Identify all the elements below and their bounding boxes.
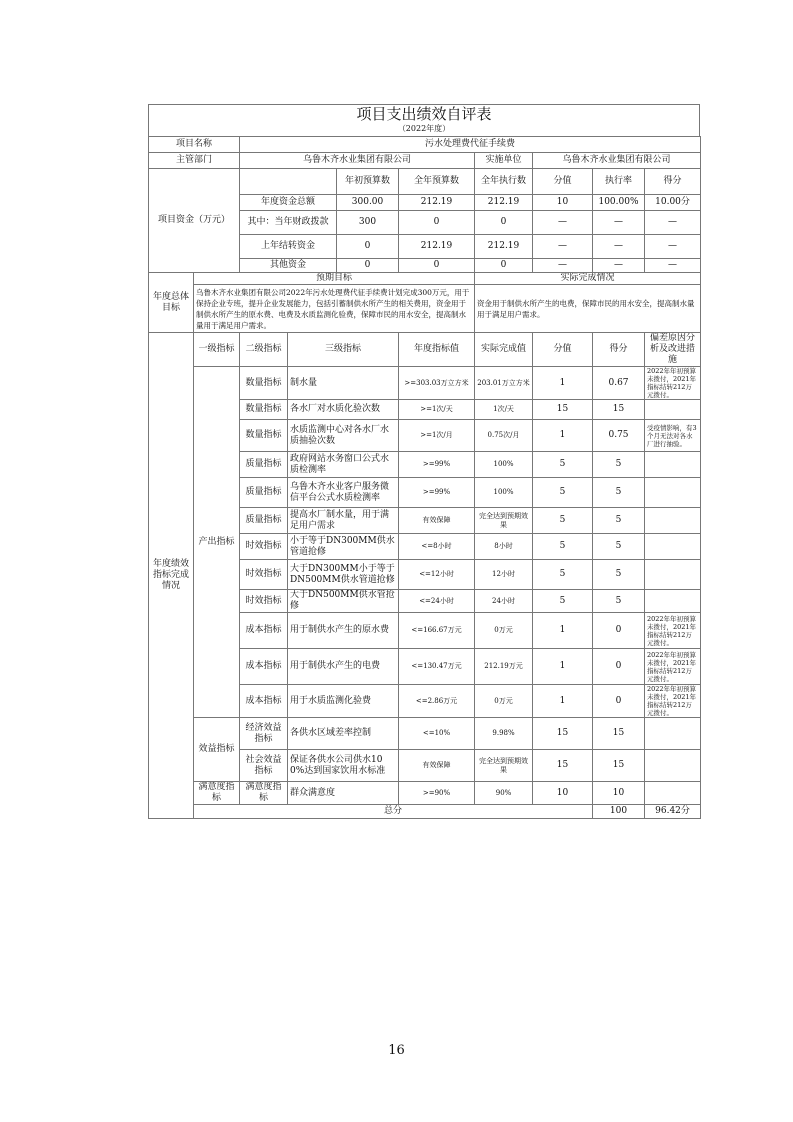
perf-benefit-label: 效益指标	[194, 718, 240, 782]
perf-reason: 2022年年初预算未拨付，2021年指标结转212万元拨付。	[645, 367, 701, 400]
perf-target: >=90%	[399, 782, 475, 805]
perf-score: 0	[593, 685, 645, 718]
perf-value: 15	[533, 718, 593, 750]
perf-l3: 大于DN300MM小于等于DN500MM供水管道抢修	[288, 560, 399, 590]
funds-row-label: 年度资金总额	[240, 195, 337, 211]
goals-actual-text: 资金用于制供水所产生的电费，保障市民的用水安全，提高制水量用于满足用户需求。	[475, 285, 701, 333]
perf-l3: 群众满意度	[288, 782, 399, 805]
perf-reason	[645, 400, 701, 420]
funds-executed: 0	[475, 211, 533, 235]
perf-target: <=8小时	[399, 534, 475, 560]
funds-initial: 300.00	[337, 195, 399, 211]
project-name-label: 项目名称	[149, 137, 240, 153]
perf-header-l3: 三级指标	[288, 333, 399, 367]
funds-row-label: 其他资金	[240, 259, 337, 273]
perf-value: 5	[533, 478, 593, 508]
perf-reason: 2022年年初预算未拨付，2021年指标结转212万元拨付。	[645, 613, 701, 649]
funds-rate: 100.00%	[593, 195, 645, 211]
perf-reason: 受疫情影响，有3个月无法对各水厂进行抽验。	[645, 420, 701, 452]
evaluation-table	[148, 136, 701, 819]
goals-content-row	[149, 285, 701, 333]
total-score: 96.42分	[645, 805, 701, 819]
perf-header-actual: 实际完成值	[475, 333, 533, 367]
perf-value: 1	[533, 649, 593, 685]
perf-reason	[645, 508, 701, 534]
perf-l2: 成本指标	[240, 685, 288, 718]
funds-score: —	[645, 211, 701, 235]
perf-l2: 质量指标	[240, 452, 288, 478]
perf-score: 5	[593, 534, 645, 560]
goals-expected-label: 预期目标	[194, 273, 475, 285]
perf-score: 5	[593, 508, 645, 534]
perf-l2: 时效指标	[240, 560, 288, 590]
perf-reason	[645, 452, 701, 478]
evaluation-sheet	[148, 104, 700, 819]
perf-target: 有效保障	[399, 750, 475, 782]
perf-l3: 保证各供水公司供水100%达到国家饮用水标准	[288, 750, 399, 782]
perf-header-l1: 一级指标	[194, 333, 240, 367]
perf-value: 15	[533, 400, 593, 420]
perf-actual: 100%	[475, 452, 533, 478]
perf-score: 5	[593, 560, 645, 590]
perf-score: 15	[593, 400, 645, 420]
perf-l2: 数量指标	[240, 367, 288, 400]
implementer-label: 实施单位	[475, 153, 533, 169]
funds-rate: —	[593, 211, 645, 235]
perf-l2: 时效指标	[240, 534, 288, 560]
perf-actual: 完全达到预期效果	[475, 508, 533, 534]
funds-initial: 0	[337, 235, 399, 259]
perf-reason: 2022年年初预算未拨付，2021年指标结转212万元拨付。	[645, 685, 701, 718]
funds-initial: 300	[337, 211, 399, 235]
funds-header-annual: 全年预算数	[399, 169, 475, 195]
perf-l3: 提高水厂制水量，用于满足用户需求	[288, 508, 399, 534]
perf-target: <=10%	[399, 718, 475, 750]
perf-l3: 各水厂对水质化验次数	[288, 400, 399, 420]
perf-actual: 100%	[475, 478, 533, 508]
perf-reason	[645, 534, 701, 560]
perf-score: 5	[593, 478, 645, 508]
perf-actual: 0万元	[475, 613, 533, 649]
perf-row	[149, 367, 701, 400]
perf-l3: 用于制供水产生的原水费	[288, 613, 399, 649]
perf-score: 0	[593, 649, 645, 685]
funds-score-value: —	[533, 259, 593, 273]
funds-score-value: —	[533, 235, 593, 259]
perf-actual: 1次/天	[475, 400, 533, 420]
perf-score: 0.67	[593, 367, 645, 400]
perf-row	[149, 782, 701, 805]
funds-rate: —	[593, 259, 645, 273]
perf-target: >=99%	[399, 478, 475, 508]
perf-target: <=2.86万元	[399, 685, 475, 718]
perf-l2: 时效指标	[240, 590, 288, 613]
funds-initial: 0	[337, 259, 399, 273]
perf-row	[149, 718, 701, 750]
funds-executed: 212.19	[475, 195, 533, 211]
perf-output-label: 产出指标	[194, 367, 240, 718]
perf-l3: 大于DN500MM供水管抢修	[288, 590, 399, 613]
funds-executed: 0	[475, 259, 533, 273]
perf-l2: 经济效益指标	[240, 718, 288, 750]
perf-actual: 90%	[475, 782, 533, 805]
funds-executed: 212.19	[475, 235, 533, 259]
perf-l2: 质量指标	[240, 508, 288, 534]
perf-header-value: 分值	[533, 333, 593, 367]
funds-score: —	[645, 235, 701, 259]
perf-value: 5	[533, 560, 593, 590]
funds-header-row	[149, 169, 701, 195]
funds-header-initial: 年初预算数	[337, 169, 399, 195]
perf-l2: 数量指标	[240, 400, 288, 420]
funds-row-label: 上年结转资金	[240, 235, 337, 259]
department-label: 主管部门	[149, 153, 240, 169]
perf-actual: 24小时	[475, 590, 533, 613]
funds-score: —	[645, 259, 701, 273]
total-label: 总分	[194, 805, 593, 819]
perf-target: >=1次/月	[399, 420, 475, 452]
funds-row-label: 其中：当年财政拨款	[240, 211, 337, 235]
department-row	[149, 153, 701, 169]
perf-value: 5	[533, 534, 593, 560]
perf-value: 5	[533, 508, 593, 534]
funds-annual: 0	[399, 259, 475, 273]
funds-score-value: 10	[533, 195, 593, 211]
perf-header-l2: 二级指标	[240, 333, 288, 367]
perf-score: 0	[593, 613, 645, 649]
project-name-value: 污水处理费代征手续费	[240, 137, 701, 153]
perf-l3: 用于制供水产生的电费	[288, 649, 399, 685]
perf-header-reason: 偏差原因分析及改进措施	[645, 333, 701, 367]
funds-header-blank	[240, 169, 337, 195]
perf-actual: 0万元	[475, 685, 533, 718]
perf-l3: 各供水区域差率控制	[288, 718, 399, 750]
perf-actual: 203.01万立方米	[475, 367, 533, 400]
perf-header-score: 得分	[593, 333, 645, 367]
perf-actual: 9.98%	[475, 718, 533, 750]
department-value: 乌鲁木齐水业集团有限公司	[240, 153, 475, 169]
perf-reason: 2022年年初预算未拨付，2021年指标结转212万元拨付。	[645, 649, 701, 685]
perf-value: 1	[533, 613, 593, 649]
perf-target: <=12小时	[399, 560, 475, 590]
funds-header-score: 得分	[645, 169, 701, 195]
funds-header-executed: 全年执行数	[475, 169, 533, 195]
funds-header-value: 分值	[533, 169, 593, 195]
perf-value: 1	[533, 685, 593, 718]
perf-value: 15	[533, 750, 593, 782]
perf-header-target: 年度指标值	[399, 333, 475, 367]
total-row	[149, 805, 701, 819]
perf-value: 5	[533, 590, 593, 613]
perf-score: 10	[593, 782, 645, 805]
perf-l3: 制水量	[288, 367, 399, 400]
perf-l3: 乌鲁木齐水业客户服务微信平台公式水质检测率	[288, 478, 399, 508]
funds-annual: 212.19	[399, 235, 475, 259]
perf-target: 有效保障	[399, 508, 475, 534]
perf-value: 10	[533, 782, 593, 805]
perf-target: <=166.67万元	[399, 613, 475, 649]
perf-l2: 满意度指标	[240, 782, 288, 805]
perf-l2: 社会效益指标	[240, 750, 288, 782]
funds-header-rate: 执行率	[593, 169, 645, 195]
perf-value: 1	[533, 367, 593, 400]
perf-actual: 212.19万元	[475, 649, 533, 685]
funds-label: 项目资金（万元）	[149, 169, 240, 273]
perf-actual: 0.75次/月	[475, 420, 533, 452]
perf-target: >=1次/天	[399, 400, 475, 420]
perf-l2: 成本指标	[240, 613, 288, 649]
perf-satisfaction-label: 满意度指标	[194, 782, 240, 805]
perf-target: >=99%	[399, 452, 475, 478]
perf-reason	[645, 718, 701, 750]
perf-l3: 小于等于DN300MM供水管道抢修	[288, 534, 399, 560]
perf-reason	[645, 750, 701, 782]
perf-header-row	[149, 333, 701, 367]
perf-l3: 政府网站水务窗口公式水质检测率	[288, 452, 399, 478]
perf-actual: 完全达到预期效果	[475, 750, 533, 782]
perf-actual: 8小时	[475, 534, 533, 560]
perf-value: 5	[533, 452, 593, 478]
report-year: （2022年度）	[148, 123, 700, 136]
perf-l3: 水质监测中心对各水厂水质抽验次数	[288, 420, 399, 452]
funds-score: 10.00分	[645, 195, 701, 211]
goals-label: 年度总体目标	[149, 273, 194, 333]
perf-actual: 12小时	[475, 560, 533, 590]
perf-l2: 成本指标	[240, 649, 288, 685]
perf-target: <=130.47万元	[399, 649, 475, 685]
goals-header-row	[149, 273, 701, 285]
implementer-value: 乌鲁木齐水业集团有限公司	[533, 153, 701, 169]
perf-reason	[645, 478, 701, 508]
perf-reason	[645, 590, 701, 613]
project-name-row	[149, 137, 701, 153]
page-title: 项目支出绩效自评表	[148, 104, 700, 123]
goals-expected-text: 乌鲁木齐水业集团有限公司2022年污水处理费代征手续费计划完成300万元，用于保持企业专班，提升企业发展能力，包括引蓄制供水所产生的相关费用，资金用于制供水所产生的原水费、电费及水质监测化验费，保障市民的用水安全，提高制水量用于满足用户需求。	[194, 285, 475, 333]
funds-annual: 212.19	[399, 195, 475, 211]
perf-value: 1	[533, 420, 593, 452]
perf-score: 15	[593, 718, 645, 750]
funds-annual: 0	[399, 211, 475, 235]
perf-reason	[645, 782, 701, 805]
funds-rate: —	[593, 235, 645, 259]
page-number: 16	[388, 1043, 405, 1058]
goals-actual-label: 实际完成情况	[475, 273, 701, 285]
perf-label: 年度绩效指标完成情况	[149, 333, 194, 819]
perf-target: >=303.03万立方米	[399, 367, 475, 400]
perf-l3: 用于水质监测化验费	[288, 685, 399, 718]
perf-score: 15	[593, 750, 645, 782]
perf-l2: 数量指标	[240, 420, 288, 452]
perf-reason	[645, 560, 701, 590]
perf-score: 5	[593, 590, 645, 613]
funds-score-value: —	[533, 211, 593, 235]
perf-l2: 质量指标	[240, 478, 288, 508]
perf-score: 5	[593, 452, 645, 478]
perf-score: 0.75	[593, 420, 645, 452]
total-value: 100	[593, 805, 645, 819]
perf-target: <=24小时	[399, 590, 475, 613]
